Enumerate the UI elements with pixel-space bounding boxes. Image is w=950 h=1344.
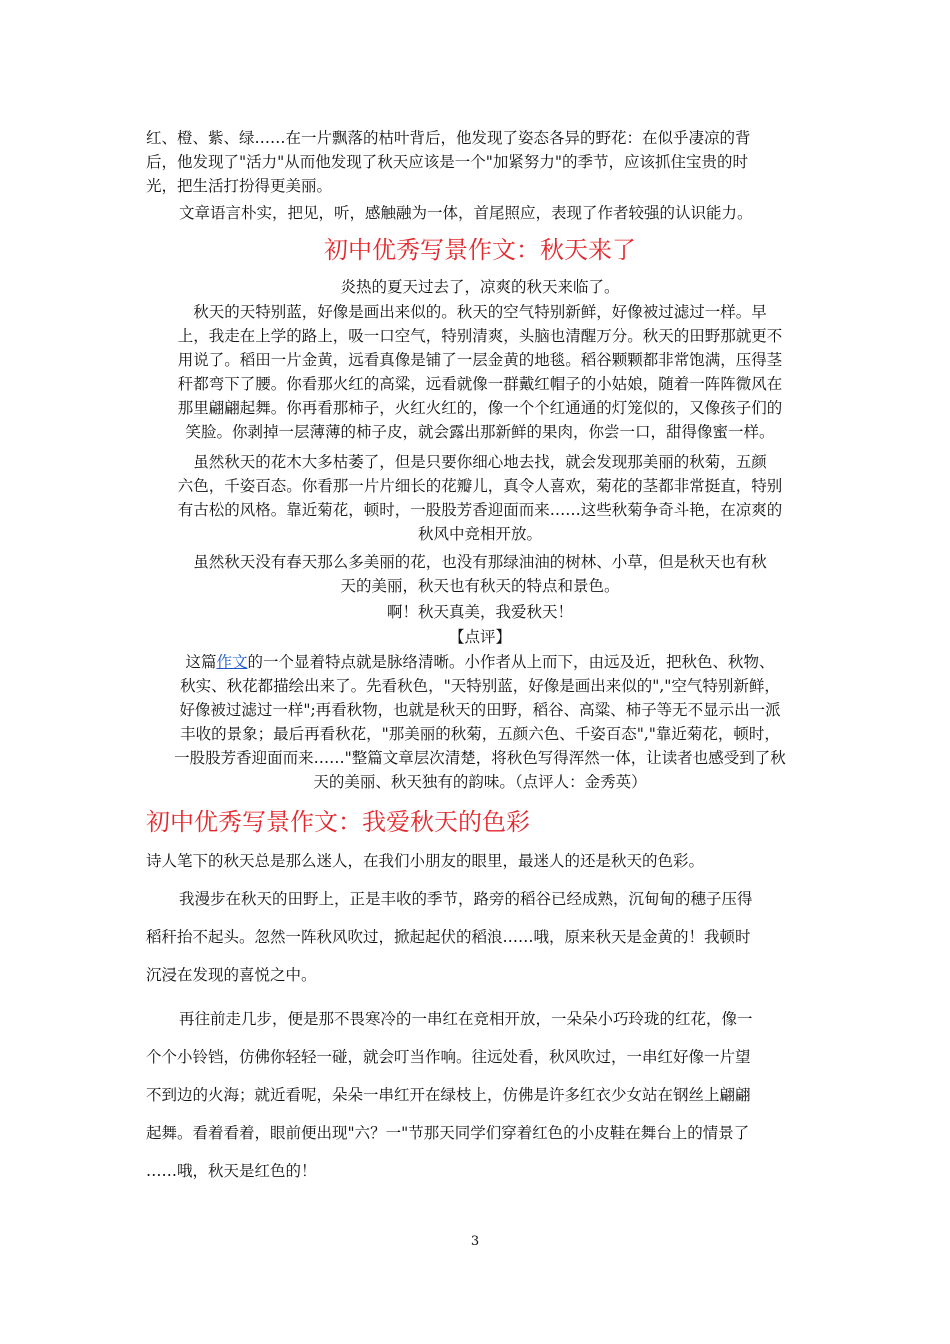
text-line: 那里翩翩起舞。你再看那柿子，火红火红的，像一个个红通通的灯笼似的，又像孩子们的 [177,399,783,417]
text-line: 不到边的火海；就近看呢，朵朵一串红开在绿枝上，仿佛是许多红衣少女站在钢丝上翩翩 [146,1086,751,1104]
text-line: 秆都弯下了腰。你看那火红的高粱，远看就像一群戴红帽子的小姑娘，随着一阵阵微风在 [177,375,783,393]
text-line: 一股股芳香迎面而来……"整篇文章层次清楚，将秋色写得浑然一体，让读者也感受到了秋 [174,749,786,767]
article2-title: 初中优秀写景作文：我爱秋天的色彩 [146,808,530,836]
text-line: 好像被过滤过一样";再看秋物，也就是秋天的田野，稻谷、高粱、柿子等无不显示出一派 [179,701,781,719]
text-line: 秋天的天特别蓝，好像是画出来似的。秋天的空气特别新鲜，好像被过滤过一样。早 [193,303,767,321]
text-line: 六色，千姿百态。你看那一片片细长的花瓣儿，真令人喜欢，菊花的茎都非常挺直，特别 [177,477,783,495]
article2-intro: 诗人笔下的秋天总是那么迷人，在我们小朋友的眼里，最迷人的还是秋天的色彩。 [146,852,705,870]
article1-paragraph-3 [146,550,814,598]
text-line: 红、橙、紫、绿……在一片飘落的枯叶背后，他发现了姿态各异的野花：在似乎凄凉的背 [146,129,751,147]
text-line: 虽然秋天的花木大多枯萎了，但是只要你细心地去找，就会发现那美丽的秋菊，五颜 [193,453,767,471]
text-line: 再往前走几步，便是那不畏寒冷的一串红在竞相开放，一朵朵小巧玲珑的红花，像一 [179,1010,753,1028]
text-line: 天的美丽，秋天也有秋天的特点和景色。 [340,577,620,595]
review-text-post: 的一个显着特点就是脉络清晰。小作者从上而下，由远及近，把秋色、秋物、 [247,653,775,671]
article1-paragraph-1 [146,300,814,444]
text-line: 用说了。稻田一片金黄，远看真像是铺了一层金黄的地毯。稻谷颗颗都非常饱满，压得茎 [177,351,783,369]
text-line: 上，我走在上学的路上，吸一口空气，特别清爽，头脑也清醒万分。秋天的田野那就更不 [177,327,783,345]
text-line: 起舞。看着看着，眼前便出现"六？一"节那天同学们穿着红色的小皮鞋在舞台上的情景了 [146,1124,750,1142]
text-line: 稻秆抬不起头。忽然一阵秋风吹过，掀起起伏的稻浪……哦，原来秋天是金黄的！我顿时 [146,928,751,946]
text-line: 秋风中竞相开放。 [417,525,542,543]
article2-paragraph-2 [146,1000,814,1190]
article1-title: 初中优秀写景作文：秋天来了 [324,236,636,264]
top-comment: 文章语言朴实，把见，听，感触融为一体，首尾照应，表现了作者较强的认识能力。 [179,204,753,222]
article2-paragraph-1 [146,880,814,994]
text-line: 光，把生活打扮得更美丽。 [146,177,333,195]
review-label: 【点评】 [448,628,511,646]
text-line: 虽然秋天没有春天那么多美丽的花，也没有那绿油油的树林、小草，但是秋天也有秋 [193,553,767,571]
article1-paragraph-2 [146,450,814,546]
text-line: 笑脸。你剥掉一层薄薄的柿子皮，就会露出那新鲜的果肉，你尝一口，甜得像蜜一样。 [185,423,775,441]
text-line: 后，他发现了"活力"从而他发现了秋天应该是一个"加紧努力"的季节，应该抓住宝贵的时 [146,153,749,171]
top-paragraph [146,126,814,198]
text-line: 我漫步在秋天的田野上，正是丰收的季节，路旁的稻谷已经成熟，沉甸甸的穗子压得 [179,890,753,908]
text-line: 天的美丽、秋天独有的韵味。（点评人：金秀英） [313,773,647,791]
page-number: 3 [470,1234,480,1249]
article1-review [146,650,814,794]
text-line: 丰收的景象；最后再看秋花，"那美丽的秋菊，五颜六色、千姿百态","靠近菊花，顿时， [180,725,780,743]
text-line [146,650,814,674]
article1-paragraph-4: 啊！秋天真美，我爱秋天！ [386,603,573,621]
text-line: 个个小铃铛，仿佛你轻轻一碰，就会叮当作响。往远处看，秋风吹过，一串红好像一片望 [146,1048,751,1066]
text-line: 有古松的风格。靠近菊花，顿时，一股股芳香迎面而来……这些秋菊争奇斗艳，在凉爽的 [177,501,783,519]
text-line: ……哦，秋天是红色的！ [146,1162,317,1180]
text-line: 秋实、秋花都描绘出来了。先看秋色，"天特别蓝，好像是画出来似的","空气特别新鲜， [180,677,780,695]
essay-link[interactable]: 作文 [216,653,248,671]
article1-intro: 炎热的夏天过去了，凉爽的秋天来临了。 [340,278,620,296]
review-text-pre: 这篇 [185,653,217,671]
text-line: 沉浸在发现的喜悦之中。 [146,966,317,984]
